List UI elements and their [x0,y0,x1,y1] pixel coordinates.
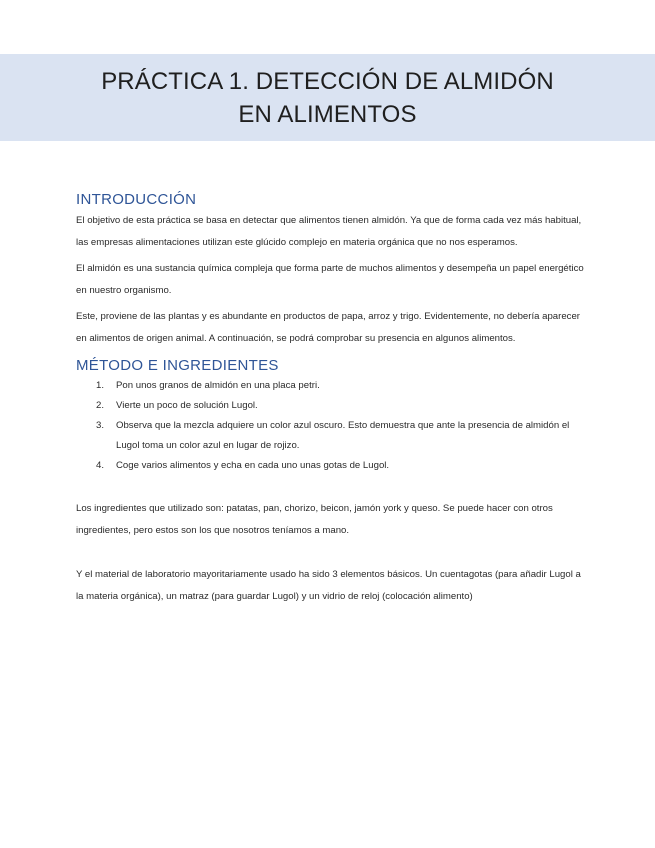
step-number: 2. [96,400,105,411]
list-item [76,416,586,456]
document-title-line-1: PRÁCTICA 1. DETECCIÓN DE ALMIDÓN [101,67,554,95]
spacer [76,476,586,498]
ingredients-paragraph: Los ingredientes que utilizado son: patatas, pan, chorizo, beicon, jamón york y queso. Se puede hacer con otros ingredientes, pero estos son los que nosotros teníamos a mano. [76,503,553,536]
spacer [76,542,586,564]
document-body [76,190,586,608]
step-number: 4. [96,460,105,471]
title-banner [0,54,655,141]
step-number: 1. [96,380,105,391]
step-text: Observa que la mezcla adquiere un color azul oscuro. Esto demuestra que ante la presencia de almidón el Lugol toma un color azul en lugar de rojizo. [116,420,570,451]
step-number: 3. [96,420,105,431]
list-item [76,376,586,396]
materials-paragraph: Y el material de laboratorio mayoritariamente usado ha sido 3 elementos básicos. Un cuentagotas (para añadir Lugol a la materia orgánica), un matraz (para guardar Lugol) y un vidrio de reloj (colocación alimento) [76,569,581,602]
list-item [76,396,586,416]
step-text: Pon unos granos de almidón en una placa petri. [116,380,320,391]
method-heading: MÉTODO E INGREDIENTES [76,357,279,374]
intro-heading: INTRODUCCIÓN [76,191,197,208]
intro-paragraph-3: Este, proviene de las plantas y es abundante en productos de papa, arroz y trigo. Evidentemente, no debería aparecer en alimentos de origen animal. A continuación, se podrá comprobar su presencia en algunos alimentos. [76,311,580,344]
document-title [101,65,554,131]
method-steps-list [76,376,586,476]
intro-paragraph-2: El almidón es una sustancia química compleja que forma parte de muchos alimentos y desempeña un papel energético en nuestro organismo. [76,263,584,296]
document-title-line-2: EN ALIMENTOS [238,100,417,128]
step-text: Coge varios alimentos y echa en cada uno unas gotas de Lugol. [116,460,390,471]
step-text: Vierte un poco de solución Lugol. [116,400,258,411]
intro-paragraph-1: El objetivo de esta práctica se basa en detectar que alimentos tienen almidón. Ya que de forma cada vez más habitual, las empresas alimentaciones utilizan este glúcido complejo en materia orgánica que no nos esperamos. [76,215,582,248]
list-item [76,456,586,476]
